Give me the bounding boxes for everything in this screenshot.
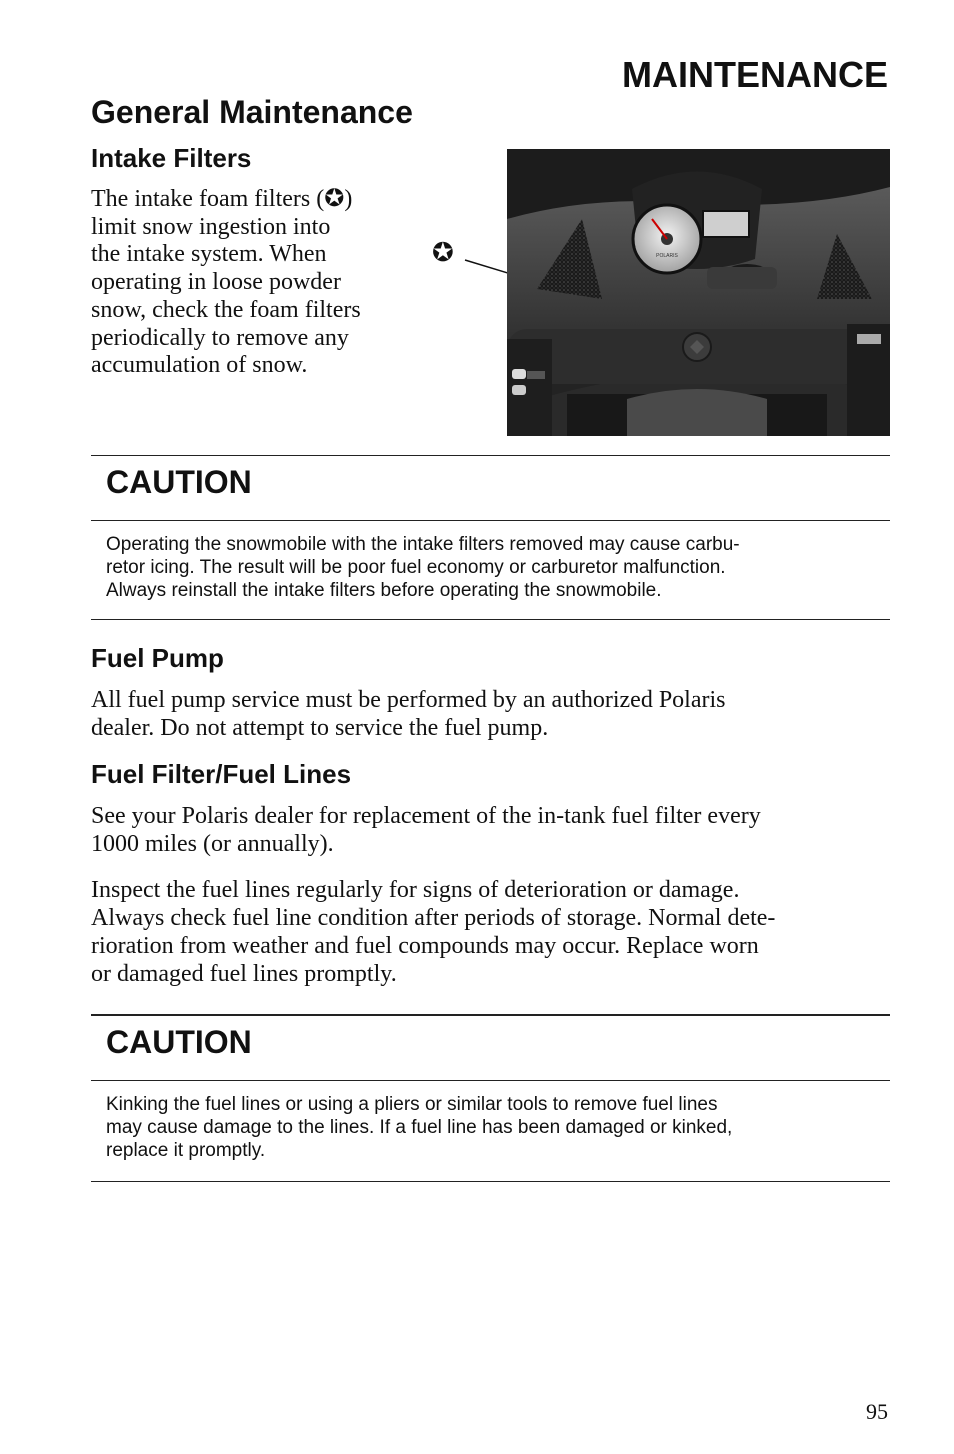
intake-line: The intake foam filters (✪) (91, 186, 353, 212)
intake-line: periodically to remove any (91, 324, 349, 351)
intake-filters-heading: Intake Filters (91, 143, 252, 173)
dashboard-illustration (507, 149, 890, 436)
caution-text: Operating the snowmobile with the intake filters removed may cause carbu- retor icing. The result will be poor fuel economy or carburetor malfunction. Always reinstall the intake filters before operating the snowmobile. (106, 534, 740, 601)
intake-line: operating in loose powder (91, 269, 341, 296)
fuel-pump-heading: Fuel Pump (91, 643, 224, 673)
fuel-filter-paragraph-2: Inspect the fuel lines regularly for signs of deterioration or damage. Always check fuel line condition after periods of storage. Normal dete- rioration from weather and fuel compounds may occur. Replace worn or damaged fuel lines promptly. (91, 877, 776, 987)
section-title: MAINTENANCE (622, 54, 888, 95)
fuel-pump-text: All fuel pump service must be performed by an authorized Polaris dealer. Do not attempt to service the fuel pump. (91, 687, 726, 741)
intake-filters-text (91, 186, 361, 380)
caution-box-fuel-lines (91, 1014, 890, 1182)
page-number: 95 (866, 1399, 888, 1424)
snowmobile-dashboard-photo (507, 149, 890, 436)
intake-line: limit snow ingestion into (91, 213, 331, 240)
caution-title: CAUTION (106, 464, 252, 500)
gauge-brand-text: POLARIS (656, 253, 678, 259)
caution-title: CAUTION (106, 1024, 252, 1060)
caution-text: Kinking the fuel lines or using a pliers or similar tools to remove fuel lines may cause damage to the lines. If a fuel line has been damaged or kinked, replace it promptly. (106, 1094, 733, 1161)
callout-marker: ✪ (432, 238, 454, 267)
intake-line: accumulation of snow. (91, 352, 308, 379)
intake-line: the intake system. When (91, 241, 327, 268)
fuel-filter-paragraph-1: See your Polaris dealer for replacement of the in-tank fuel filter every 1000 miles (or annually). (91, 803, 761, 857)
caution-box-intake (91, 455, 890, 620)
caution-divider (91, 1080, 890, 1081)
intake-line: snow, check the foam filters (91, 296, 361, 323)
page-heading: General Maintenance (91, 94, 413, 130)
fuel-filter-heading: Fuel Filter/Fuel Lines (91, 759, 352, 789)
caution-divider (91, 520, 890, 521)
